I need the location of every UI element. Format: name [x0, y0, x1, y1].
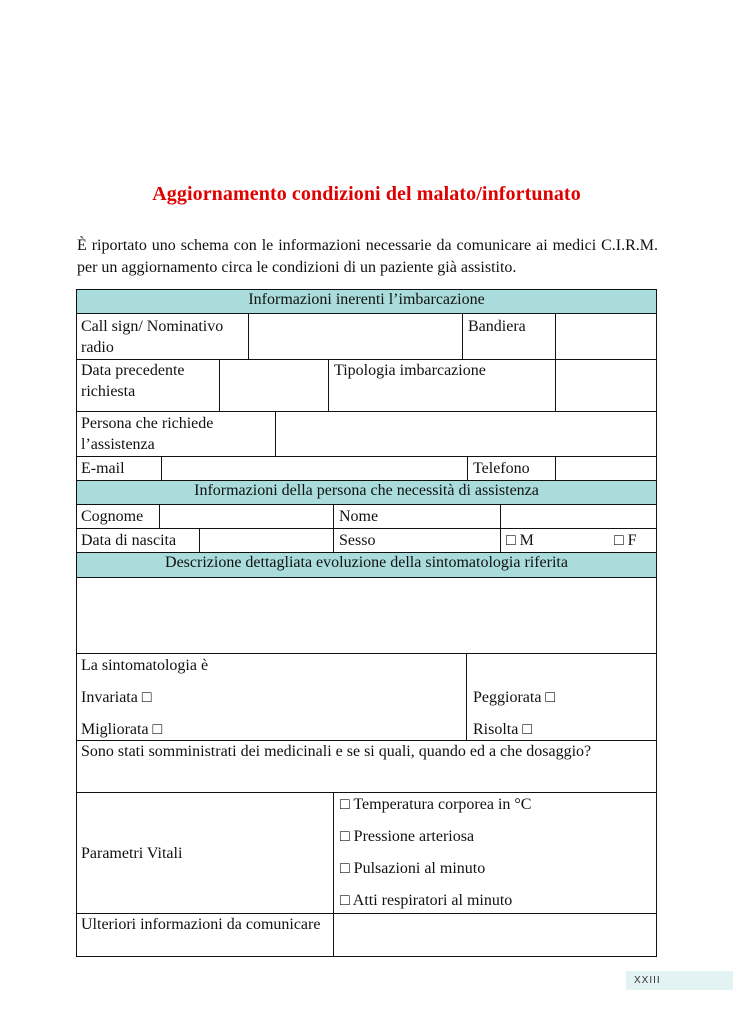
bandiera-field[interactable] [557, 315, 655, 358]
data-precedente-field[interactable] [221, 361, 326, 410]
email-field[interactable] [163, 458, 465, 479]
cognome-label: Cognome [81, 508, 144, 525]
nome-label: Nome [339, 508, 379, 525]
update-form [76, 289, 657, 957]
section-header-symptoms: Descrizione dettagliata evoluzione della sintomatologia riferita [76, 552, 657, 578]
risolta-checkbox[interactable]: Risolta □ [473, 721, 532, 738]
invariata-checkbox[interactable]: Invariata □ [81, 689, 152, 706]
temperatura-checkbox[interactable]: □ Temperatura corporea in °C [340, 796, 532, 813]
page-number: XXIII [626, 971, 733, 990]
medicinali-label: Sono stati somministrati dei medicinali e se si quali, quando ed a che dosaggio? [81, 743, 592, 760]
bandiera-label: Bandiera [468, 318, 526, 335]
data-precedente-label: Data precedente richiesta [81, 362, 185, 400]
page-title: Aggiornamento condizioni del malato/infortunato [152, 183, 581, 205]
sesso-m-checkbox[interactable]: □ M [506, 532, 534, 549]
data-nascita-label: Data di nascita [81, 532, 177, 549]
email-label: E-mail [81, 460, 125, 477]
cognome-field[interactable] [161, 506, 331, 527]
parametri-label: Parametri Vitali [81, 845, 183, 862]
telefono-label: Telefono [473, 460, 530, 477]
pulsazioni-checkbox[interactable]: □ Pulsazioni al minuto [340, 860, 486, 877]
pressione-checkbox[interactable]: □ Pressione arteriosa [340, 828, 475, 845]
tipologia-field[interactable] [557, 361, 655, 410]
persona-label: Persona che richiede l’assistenza [81, 415, 214, 453]
persona-field[interactable] [277, 413, 655, 455]
data-nascita-field[interactable] [201, 530, 331, 551]
atti-checkbox[interactable]: □ Atti respiratori al minuto [340, 892, 513, 909]
peggiorata-checkbox[interactable]: Peggiorata □ [473, 689, 556, 706]
call-sign-label: Call sign/ Nominativo radio [81, 318, 224, 356]
sesso-f-checkbox[interactable]: □ F [614, 532, 637, 549]
intro-paragraph: È riportato uno schema con le informazioni necessarie da comunicare ai medici C.I.R.M. per un aggiornamento circa le condizioni di un paziente già assistito. [77, 237, 658, 276]
telefono-field[interactable] [557, 458, 655, 479]
sintomatologia-label: La sintomatologia è [81, 657, 209, 674]
call-sign-field[interactable] [250, 315, 460, 358]
nome-field[interactable] [502, 506, 655, 527]
ulteriori-label: Ulteriori informazioni da comunicare [81, 916, 321, 933]
section-header-vessel: Informazioni inerenti l’imbarcazione [76, 289, 657, 314]
migliorata-checkbox[interactable]: Migliorata □ [81, 721, 163, 738]
tipologia-label: Tipologia imbarcazione [334, 362, 486, 379]
ulteriori-field[interactable] [335, 915, 655, 955]
section-header-person: Informazioni della persona che necessità di assistenza [76, 480, 657, 505]
sesso-label: Sesso [339, 532, 376, 549]
symptoms-description-field[interactable] [76, 577, 657, 654]
